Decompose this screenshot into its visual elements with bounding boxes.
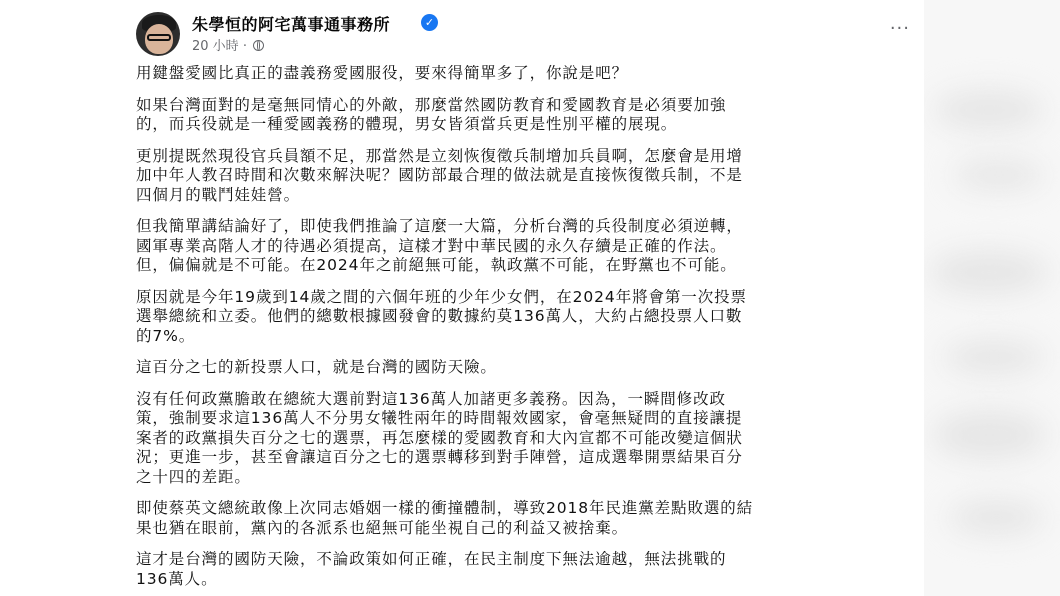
blur-shape: [949, 500, 1044, 535]
blur-shape: [929, 250, 1049, 295]
post-paragraph: 更別提既然現役官兵員額不足，那當然是立刻恢復徵兵制增加兵員啊，怎麼會是用增 加中年人教召時間和次數來解決呢？國防部最合理的做法就是直接恢復徵兵制，不是 四個月的戰鬥娃娃營。: [136, 146, 743, 204]
post-body: [136, 64, 906, 596]
verified-badge-icon: ✓: [421, 14, 438, 31]
post-paragraph: 即使蔡英文總統敢像上次同志婚姻一樣的衝撞體制，導致2018年民進黨差點敗選的結 果也猶在眼前，黨內的各派系也絕無可能坐視自己的利益又被捨棄。: [136, 499, 754, 537]
meta-separator: ·: [242, 39, 247, 54]
post-meta: [192, 35, 264, 54]
post-paragraph: 這才是台灣的國防天險，不論政策如何正確，在民主制度下無法逾越，無法挑戰的 136萬人。: [136, 550, 727, 588]
post-header: [136, 10, 916, 56]
blur-shape: [944, 340, 1044, 375]
post-paragraph: 但我簡單講結論好了，即使我們推論了這麼一大篇，分析台灣的兵役制度必須逆轉， 國軍專業高階人才的待遇必須提高，這樣才對中華民國的永久存續是正確的作法。 但，偏偏就是不可能。在2024年之前絕無可能，執政黨不可能，在野黨也不可能。: [136, 217, 743, 274]
facebook-post: [122, 0, 924, 596]
blur-shape: [932, 410, 1047, 460]
post-paragraph: 這百分之七的新投票人口，就是台灣的國防天險。: [136, 358, 497, 376]
post-paragraph: 沒有任何政黨膽敢在總統大選前對這136萬人加諸更多義務。因為，一瞬間修改政 策，強制要求這136萬人不分男女犧牲兩年的時間報效國家，會毫無疑問的直接讓提 案者的政黨損失百分之七的選票，再怎麼樣的愛國教育和大內宣都不可能改變這個狀 況；更進一步，甚至會讓這百分之七的選票轉移到對手陣營，這成選舉開票結果百分 之十四的差距。: [136, 389, 743, 486]
blur-shape: [934, 90, 1044, 130]
avatar-glasses: [147, 34, 171, 41]
left-margin: [0, 0, 122, 596]
post-paragraph: 原因就是今年19歲到14歲之間的六個年班的少年少女們，在2024年將會第一次投票 選舉總統和立委。他們的總數根據國發會的數據約莫136萬人，大約占總投票人口數 的7%。: [136, 287, 747, 345]
post-timestamp-link[interactable]: 20 小時: [192, 39, 239, 54]
blurred-side-panel: [924, 0, 1060, 596]
post-paragraph: 如果台灣面對的是毫無同情心的外敵，那麼當然國防教育和愛國教育是必須要加強 的，而兵役就是一種愛國義務的體現，男女皆須當兵更是性別平權的展現。: [136, 95, 727, 133]
blur-shape: [954, 160, 1044, 190]
avatar[interactable]: [136, 12, 180, 56]
page-name-link[interactable]: 朱學恒的阿宅萬事通事務所: [192, 15, 391, 34]
post-paragraph: 用鍵盤愛國比真正的盡義務愛國服役，要來得簡單多了，你說是吧？: [136, 64, 629, 82]
more-options-button[interactable]: ···: [889, 18, 910, 39]
globe-icon[interactable]: [253, 40, 264, 51]
